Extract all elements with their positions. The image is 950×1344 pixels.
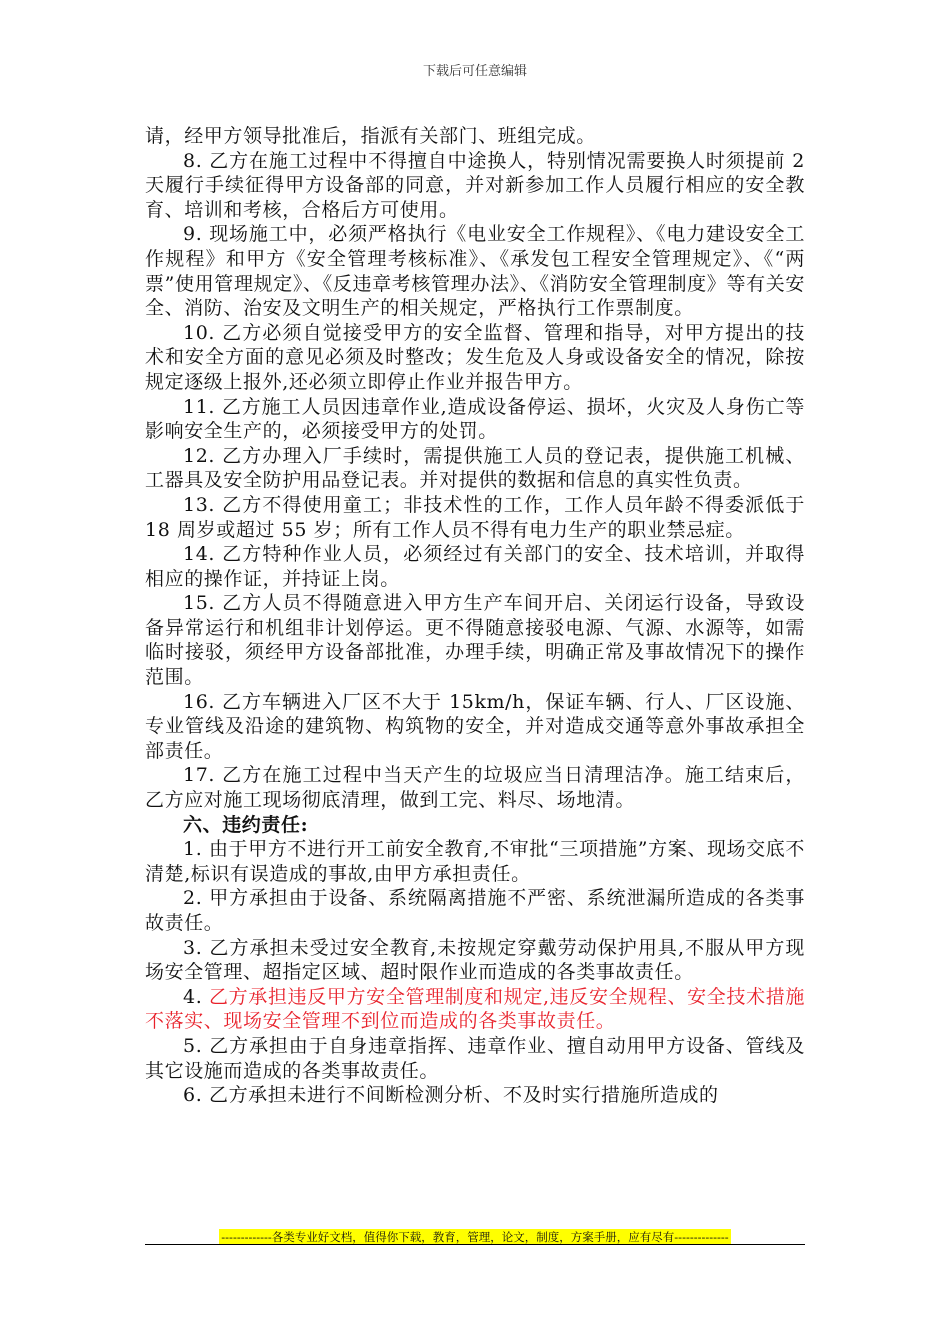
page-footer [145, 1226, 805, 1245]
footer-banner: -------------各类专业好文档，值得你下载，教育，管理，论文，制度，方案手册，应有尽有-------------- [221, 1230, 729, 1244]
paragraph: 11. 乙方施工人员因违章作业,造成设备停运、损坏，火灾及人身伤亡等影响安全生产的，必须接受甲方的处罚。 [145, 395, 805, 443]
paragraph: 8. 乙方在施工过程中不得擅自中途换人，特别情况需要换人时须提前 2 天履行手续征得甲方设备部的同意，并对新参加工作人员履行相应的安全教育、培训和考核，合格后方可使用。 [145, 149, 805, 221]
paragraph: 13. 乙方不得使用童工；非技术性的工作，工作人员年龄不得委派低于 18 周岁或超过 55 岁；所有工作人员不得有电力生产的职业禁忌症。 [145, 493, 805, 541]
section-heading: 六、违约责任: [183, 813, 309, 836]
paragraph-number: 4. [183, 985, 210, 1008]
paragraph: 请，经甲方领导批准后，指派有关部门、班组完成。 [145, 125, 596, 147]
highlighted-text: 乙方承担违反甲方安全管理制度和规定,违反安全规程、安全技术措施不落实、现场安全管理不到位而造成的各类事故责任。 [145, 985, 805, 1033]
paragraph: 12. 乙方办理入厂手续时，需提供施工人员的登记表，提供施工机械、工器具及安全防护用品登记表。并对提供的数据和信息的真实性负责。 [145, 444, 805, 492]
paragraph: 14. 乙方特种作业人员，必须经过有关部门的安全、技术培训，并取得相应的操作证，并持证上岗。 [145, 543, 805, 590]
paragraph: 9. 现场施工中，必须严格执行《电业安全工作规程》、《电力建设安全工作规程》和甲方《安全管理考核标准》、《承发包工程安全管理规定》、《“两票”使用管理规定》、《反违章考核管理办法》、《消防安全管理制度》等有关安全、消防、治安及文明生产的相关规定，严格执行工作票制度。 [145, 223, 805, 320]
paragraph-highlighted [145, 985, 805, 1034]
paragraph: 2. 甲方承担由于设备、系统隔离措施不严密、系统泄漏所造成的各类事故责任。 [145, 887, 805, 934]
paragraph: 5. 乙方承担由于自身违章指挥、违章作业、擅自动用甲方设备、管线及其它设施而造成的各类事故责任。 [145, 1034, 805, 1082]
paragraph: 15. 乙方人员不得随意进入甲方生产车间开启、关闭运行设备，导致设备异常运行和机组非计划停运。更不得随意接驳电源、气源、水源等，如需临时接驳，须经甲方设备部批准，办理手续，明确正常及事故情况下的操作范围。 [145, 592, 805, 689]
footer-divider [145, 1244, 805, 1245]
paragraph: 3. 乙方承担未受过安全教育,未按规定穿戴劳动保护用具,不服从甲方现场安全管理、超指定区域、超时限作业而造成的各类事故责任。 [145, 936, 805, 984]
paragraph: 16. 乙方车辆进入厂区不大于 15km/h，保证车辆、行人、厂区设施、专业管线及沿途的建筑物、构筑物的安全，并对造成交通等意外事故承担全部责任。 [145, 690, 805, 762]
paragraph: 10. 乙方必须自觉接受甲方的安全监督、管理和指导，对甲方提出的技术和安全方面的意见必须及时整改；发生危及人身或设备安全的情况，除按规定逐级上报外,还必须立即停止作业并报告甲方。 [145, 321, 805, 393]
paragraph: 17. 乙方在施工过程中当天产生的垃圾应当日清理洁净。施工结束后，乙方应对施工现场彻底清理，做到工完、料尽、场地清。 [145, 764, 805, 812]
page-header: 下载后可任意编辑 [422, 64, 527, 79]
document-body [145, 124, 805, 1108]
paragraph: 1. 由于甲方不进行开工前安全教育,不审批“三项措施”方案、现场交底不清楚,标识有误造成的事故,由甲方承担责任。 [145, 838, 805, 885]
paragraph: 6. 乙方承担未进行不间断检测分析、不及时实行措施所造成的 [183, 1084, 719, 1107]
